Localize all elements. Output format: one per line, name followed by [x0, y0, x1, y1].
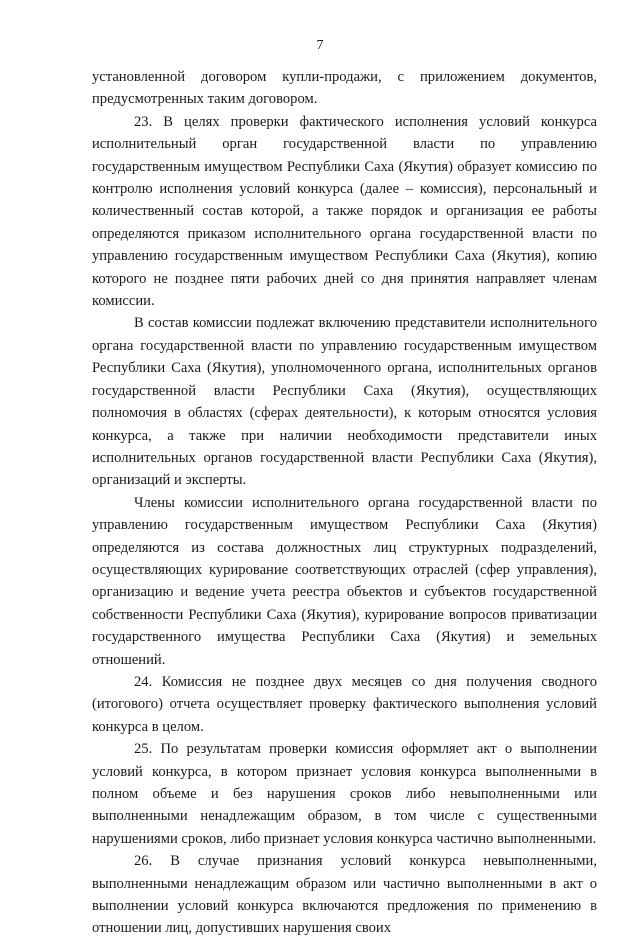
paragraph-commission-members: Члены комиссии исполнительного органа государственной власти по управлению государственным имуществом Республики Саха (Якутия) определяются из состава должностных лиц структурных подразделений, осуществляющих курирование соответствующих отраслей (сфер управления), организацию и ведение учета реестра объектов и субъектов государственной собственности Республики Саха (Якутия), курирование вопросов приватизации государственного имущества Республики Саха (Якутия) и земельных отношений. — [92, 494, 597, 668]
paragraph-26: 26. В случае признания условий конкурса невыполненными, выполненными ненадлежащим образом или частично выполненными в акт о выполнении условий конкурса включаются предложения по применению в отношении лиц, допустивших нарушения своих — [92, 853, 597, 937]
paragraph-24: 24. Комиссия не позднее двух месяцев со дня получения сводного (итогового) отчета осуществляет проверку фактического выполнения условий конкурса в целом. — [92, 673, 597, 735]
paragraph-commission-composition: В состав комиссии подлежат включению представители исполнительного органа государственной власти по управлению государственным имуществом Республики Саха (Якутия), уполномоченного органа, исполнительных органов государственной власти Республики Саха (Якутия), осуществляющих полномочия в областях (сферах деятельности), к которым относятся условия конкурса, а также при наличии необходимости представители иных исполнительных органов государственной власти Республики Саха (Якутия), организаций и эксперты. — [92, 315, 597, 489]
paragraph-continuation: установленной договором купли-продажи, с приложением документов, предусмотренных таким договором. — [92, 69, 597, 108]
document-body — [92, 66, 597, 940]
paragraph-23: 23. В целях проверки фактического исполнения условий конкурса исполнительный орган государственной власти по управлению государственным имуществом Республики Саха (Якутия) образует комиссию по контролю исполнения условий конкурса (далее – комиссия), персональный и количественный состав которой, а также порядок и организация ее работы определяются приказом исполнительного органа государственной власти по управлению государственным имуществом Республики Саха (Якутия), копию которого не позднее пяти рабочих дней со дня принятия направляет членам комиссии. — [92, 113, 597, 310]
paragraph-25: 25. По результатам проверки комиссия оформляет акт о выполнении условий конкурса, в котором признает условия конкурса выполненными в полном объеме и без нарушения сроков либо невыполненными или выполненными ненадлежащим образом, в том числе с существенными нарушениями сроков, либо признает условия конкурса частично выполненными. — [92, 741, 597, 847]
page-number: 7 — [316, 38, 324, 53]
